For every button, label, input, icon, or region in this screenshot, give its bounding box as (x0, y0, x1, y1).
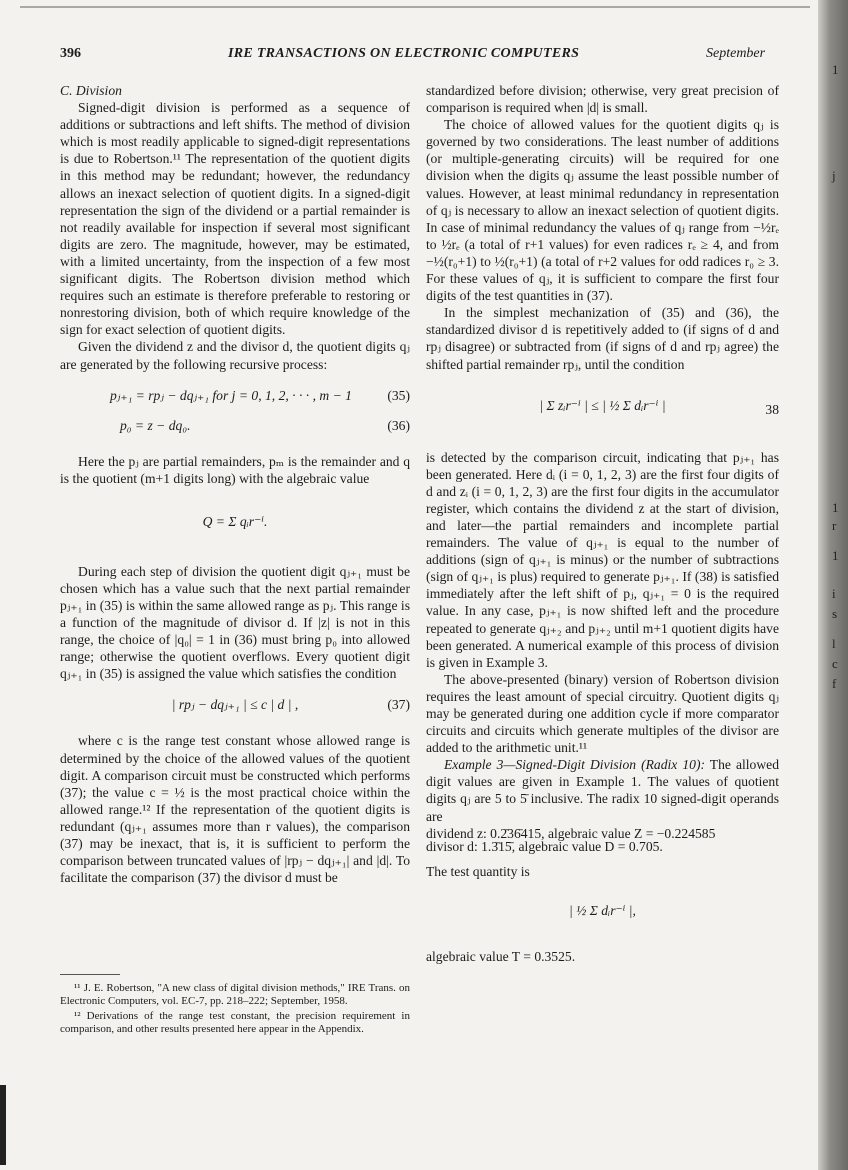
equation-number: (35) (387, 387, 410, 403)
equation-Q (60, 497, 410, 553)
equation-35 (60, 387, 410, 409)
edge-char: l (832, 636, 836, 651)
footnote-11: ¹¹ J. E. Robertson, "A new class of digital division methods," IRE Trans. on Electronic Computers, vol. EC-7, pp. 218–222; September, 1958. (60, 982, 410, 1007)
example-title: Example 3—Signed-Digit Division (Radix 10): (444, 757, 705, 773)
journal-title: IRE TRANSACTIONS ON ELECTRONIC COMPUTERS (228, 46, 580, 61)
equation-T (426, 890, 779, 938)
equation-number: 38 (765, 401, 779, 417)
equation-37 (60, 696, 410, 718)
edge-char: f (832, 676, 837, 691)
edge-char: s (832, 606, 838, 621)
footnotes (60, 982, 410, 1038)
paragraph: standardized before division; otherwise, very great precision of comparison is required when |d| is small. (426, 83, 779, 116)
footnote-12: ¹² Derivations of the range test constant, the precision requirement in comparison, and other results presented here appear in the Appendix. (60, 1010, 410, 1035)
paragraph: The above-presented (binary) version of Robertson division requires the least amount of special circuitry. Quotient digits qⱼ may be generated during one addition cycle if more comparator circuits and circuits which generate multiples of the divisor are added to the arithmetic unit.¹¹ (426, 671, 779, 756)
paragraph: The choice of allowed values for the quotient digits qⱼ is governed by two considerations. The least number of additions (or multiple-generating circuits) will be required for one division when the digits qⱼ assume the least possible number of values. However, at least minimal redundancy in representation of qⱼ is necessary to allow an inexact selection of quotient digits. In case of minimal redundancy the values of qⱼ range from −½rₑ to ½rₑ (a total of r+1 values) for even radices rₑ ≥ 4, and from −½(r₀+1) to ½(r₀+1) (a total of r+2 values for odd radices r₀ ≥ 3. For these values of qⱼ, it is sufficient to compare the first four digits of the test quantities in (37). (426, 117, 779, 304)
edge-char: j (832, 168, 836, 183)
equation-text: pⱼ₊₁ = rpⱼ − dqⱼ₊₁ for j = 0, 1, 2, · · · , m − 1 (110, 387, 352, 403)
divisor-line: divisor d: 1.3̄15̄, algebraic value D = 0.705. (426, 838, 663, 854)
paragraph: In the simplest mechanization of (35) and (36), the standardized divisor d is repetitively added to (if signs of d and rpⱼ disagree) or subtracted from (if signs of d and rpⱼ agree) the shifted partial remainder rpⱼ, until the condition (426, 305, 779, 372)
paragraph: Here the pⱼ are partial remainders, pₘ is the remainder and q is the quotient (m+1 digits long) with the algebraic value (60, 453, 410, 486)
paragraph: is detected by the comparison circuit, indicating that pⱼ₊₁ has been generated. Here dᵢ (i = 0, 1, 2, 3) are the first four digits of d and zᵢ (i = 0, 1, 2, 3) are the first four digits in the accumulator register, which contains the dividend z at the start of division, and later—the partial remainders and incomplete partial remainders. The value of qⱼ₊₁ is equal to the number of additions (sign of qⱼ₊₁ is minus) or the number of subtractions (sign of qⱼ₊₁ is plus) required to generate pⱼ₊₁. If (38) is satisfied immediately after the left shift of pⱼ, qⱼ₊₁ = 0 is the required value. In any case, pⱼ₊₁ is now shifted left and the procedure repeated to generate qⱼ₊₂ and pⱼ₊₂ until m+1 quotient digits have been generated. A numerical example of this process of division is given in Example 3. (426, 449, 779, 670)
paragraph: where c is the range test constant whose allowed range is determined by the choice of the allowed values of the quotient digit. A comparison circuit must be constructed which performs (37); the value c = ½ is the most practical choice within the allowed range.¹² If the representation of the quotient digits is redundant (qⱼ₊₁ assumes more than r values), the comparison (37) may be inexact, that is, it is sufficient to perform the comparison between truncated values of |rpⱼ − dqⱼ₊₁| and |d|. To facilitate the comparison (37) the divisor d must be (60, 733, 410, 886)
equation-text: | rpⱼ − dqⱼ₊₁ | ≤ c | d | , (171, 697, 299, 713)
edge-char: 1 (832, 548, 839, 563)
equation-38 (426, 383, 779, 439)
edge-char: c (832, 656, 838, 671)
edge-char: i (832, 586, 836, 601)
issue-month: September (706, 46, 766, 61)
paragraph: Given the dividend z and the divisor d, the quotient digits qⱼ are generated by the following recursive process: (60, 339, 410, 372)
paragraph: Signed-digit division is performed as a sequence of additions or subtractions and left shifts. The method of division which is most readily applicable to signed-digit representations is due to Robertson.¹¹ The representation of the quotient digits in this method may be redundant; however, the redundancy allows an inexact selection of quotient digits. In a signed-digit representation the sign of the dividend or a partial remainder is not readily available for inspection if several most significant digits are zero. The magnitude, however, may be estimated, with a limited uncertainty, from the inspection of a few most significant digits. The Robertson division method which requires such an estimate is therefore preferable to restoring or nonrestoring division, both of which require knowledge of the sign for exact selection of quotient digits. (60, 100, 410, 338)
scan-mark (0, 1085, 6, 1165)
equation-number: (37) (387, 697, 410, 713)
left-column (60, 82, 410, 886)
equation-text: | ½ Σ dᵢr⁻ⁱ |, (569, 902, 636, 918)
edge-char: 1 (832, 62, 839, 77)
equation-text: Q = Σ qᵢr⁻ⁱ. (202, 513, 268, 529)
section-title: C. Division (60, 83, 122, 98)
algebraic-value-T: algebraic value T = 0.3525. (426, 948, 576, 964)
equation-number: (36) (387, 417, 410, 433)
edge-char: 1 (832, 500, 839, 515)
right-column (426, 82, 779, 965)
example-3 (426, 756, 779, 824)
page-number: 396 (60, 46, 81, 61)
paragraph: During each step of division the quotient digit qⱼ₊₁ must be chosen which has a value such that the next partial remainder pⱼ₊₁ in (35) is within the same allowed range as pⱼ. This range is a function of the magnitude of divisor d. If |z| is not in this range, the choice of |q₀| = 1 in (36) must bring p₀ into allowed range; otherwise the quotient overflows. Every quotient digit qⱼ₊₁ in (35) is assigned the value which satisfies the condition (60, 563, 410, 682)
footnote-rule (60, 974, 120, 975)
test-quantity-text: The test quantity is (426, 863, 530, 879)
equation-text: p₀ = z − dq₀. (120, 417, 191, 433)
edge-char: r (832, 518, 837, 533)
top-rule (20, 6, 810, 8)
equation-36 (60, 417, 410, 439)
dividend-line: dividend z: 0.2̄36̄415, algebraic value Z = −0.224585 (426, 825, 716, 841)
example-body: The allowed digit values are given in Example 1. The values of quotient digits qⱼ are 5 to 5̄ inclusive. The radix 10 signed-digit operands are (426, 757, 779, 824)
equation-text: | Σ zᵢr⁻ⁱ | ≤ | ½ Σ dᵢr⁻ⁱ | (539, 397, 666, 413)
